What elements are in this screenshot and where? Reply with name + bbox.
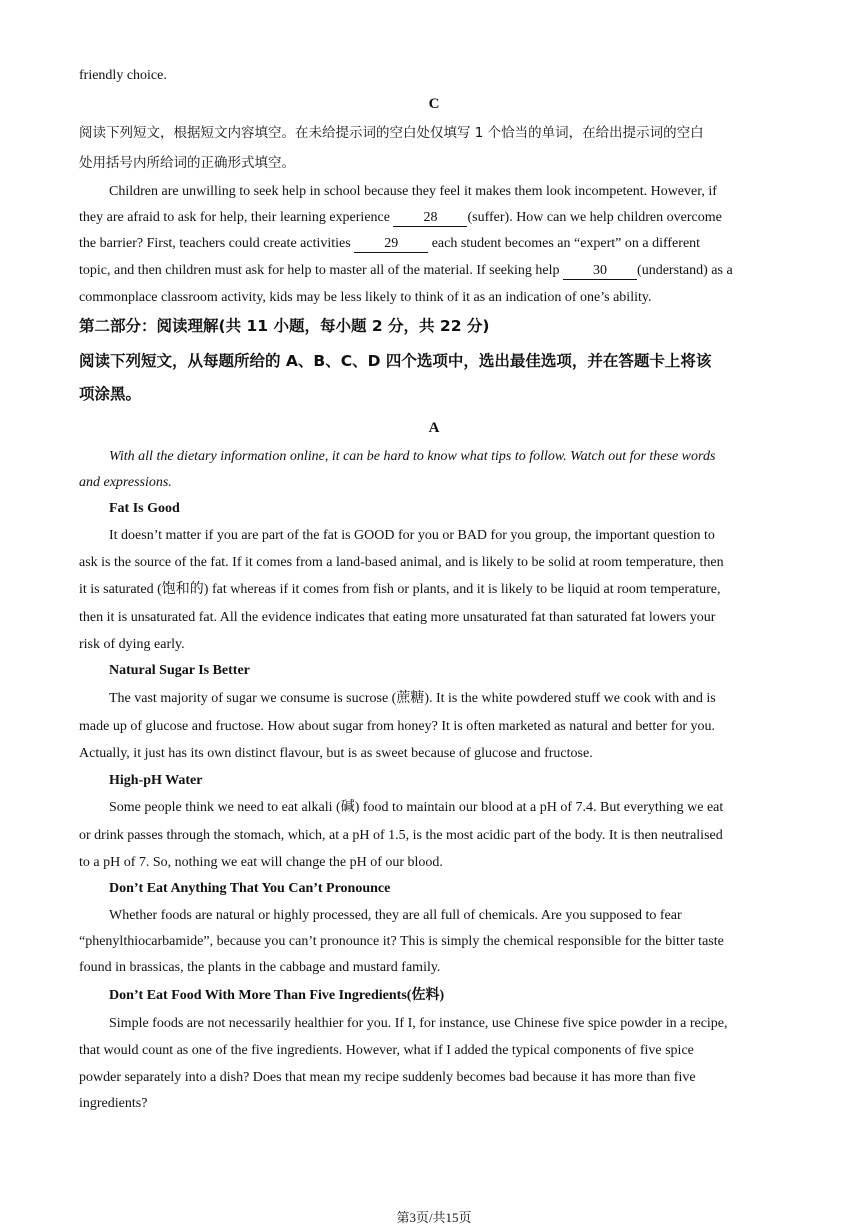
- c-line-3-text-a: the barrier? First, teachers could create activities: [79, 236, 355, 251]
- part-two-instruction-2: 项涂黑。: [79, 385, 142, 403]
- c-line-4-text-b: (understand) as a: [637, 263, 733, 278]
- fat-line-5: risk of dying early.: [79, 637, 185, 652]
- blank-28[interactable]: 28: [393, 210, 467, 227]
- ph-line-3: to a pH of 7. So, nothing we eat will change the pH of our blood.: [79, 855, 443, 870]
- blank-30[interactable]: 30: [563, 263, 637, 280]
- c-paragraph-line-3: [79, 234, 700, 254]
- c-line-2-text-b: (suffer). How can we help children overcome: [467, 210, 722, 225]
- pronounce-line-3: found in brassicas, the plants in the cabbage and mustard family.: [79, 960, 441, 975]
- section-title-pronounce: Don’t Eat Anything That You Can’t Pronounce: [109, 881, 391, 896]
- c-line-3-text-b: each student becomes an “expert” on a different: [428, 236, 701, 251]
- part-two-instruction-1: 阅读下列短文，从每题所给的 A、B、C、D 四个选项中，选出最佳选项，并在答题卡上将该: [79, 352, 712, 370]
- sugar-line-1: The vast majority of sugar we consume is sucrose (蔗糖). It is the white powdered stuff we cook with and is: [109, 691, 716, 706]
- section-title-ingredients: Don’t Eat Food With More Than Five Ingredients(佐料): [109, 988, 445, 1003]
- ingredients-line-2: that would count as one of the five ingredients. However, what if I added the typical components of five spice: [79, 1043, 694, 1058]
- pronounce-line-2: “phenylthiocarbamide”, because you can’t pronounce it? This is simply the chemical responsible for the bitter taste: [79, 934, 724, 949]
- ingredients-line-4: ingredients?: [79, 1096, 148, 1111]
- fat-line-4: then it is unsaturated fat. All the evidence indicates that eating more unsaturated fat than saturated fat lowers your: [79, 610, 716, 625]
- pronounce-line-1: Whether foods are natural or highly processed, they are all full of chemicals. Are you supposed to fear: [109, 908, 682, 923]
- page-number-footer: 第3页/共15页: [396, 1210, 472, 1225]
- c-line-2-text-a: they are afraid to ask for help, their learning experience: [79, 210, 394, 225]
- passage-a-label: A: [428, 420, 440, 436]
- section-title-sugar: Natural Sugar Is Better: [109, 663, 250, 678]
- part-two-heading: 第二部分：阅读理解(共 11 小题，每小题 2 分，共 22 分): [79, 317, 490, 335]
- section-c-label: C: [428, 96, 440, 112]
- c-line-4-text-a: topic, and then children must ask for help to master all of the material. If seeking help: [79, 263, 564, 278]
- c-paragraph-line-1: Children are unwilling to seek help in school because they feel it makes them look incompetent. However, if: [109, 184, 717, 199]
- section-title-fat: Fat Is Good: [109, 501, 180, 516]
- fat-line-3: it is saturated (饱和的) fat whereas if it comes from fish or plants, and it is likely to be liquid at room temperature,: [79, 582, 721, 597]
- ph-line-1: Some people think we need to eat alkali (碱) food to maintain our blood at a pH of 7.4. But everything we eat: [109, 800, 724, 815]
- ingredients-line-3: powder separately into a dish? Does that mean my recipe suddenly becomes bad because it has more than five: [79, 1070, 696, 1085]
- section-c-instruction-1: 阅读下列短文，根据短文内容填空。在未给提示词的空白处仅填写 1 个恰当的单词，在给出提示词的空白: [79, 125, 704, 141]
- c-paragraph-line-4: [79, 261, 733, 281]
- blank-29[interactable]: 29: [354, 236, 428, 253]
- c-paragraph-line-5: commonplace classroom activity, kids may be less likely to think of it as an indication of one’s ability.: [79, 290, 652, 305]
- top-fragment: friendly choice.: [79, 68, 167, 83]
- sugar-line-3: Actually, it just has its own distinct flavour, but is as sweet because of glucose and fructose.: [79, 746, 593, 761]
- passage-a-intro-1: With all the dietary information online, it can be hard to know what tips to follow. Watch out for these words: [109, 449, 716, 464]
- ingredients-line-1: Simple foods are not necessarily healthier for you. If I, for instance, use Chinese five spice powder in a recipe,: [109, 1016, 728, 1031]
- sugar-line-2: made up of glucose and fructose. How about sugar from honey? It is often marketed as natural and better for you.: [79, 719, 716, 734]
- section-title-ph: High-pH Water: [109, 773, 203, 788]
- fat-line-2: ask is the source of the fat. If it comes from a land-based animal, and is likely to be solid at room temperature, then: [79, 555, 724, 570]
- fat-line-1: It doesn’t matter if you are part of the fat is GOOD for you or BAD for you group, the important question to: [109, 528, 715, 543]
- section-c-instruction-2: 处用括号内所给词的正确形式填空。: [79, 155, 295, 171]
- c-paragraph-line-2: [79, 208, 722, 228]
- passage-a-intro-2: and expressions.: [79, 475, 172, 490]
- ph-line-2: or drink passes through the stomach, which, at a pH of 1.5, is the most acidic part of the body. It is then neutralised: [79, 828, 723, 843]
